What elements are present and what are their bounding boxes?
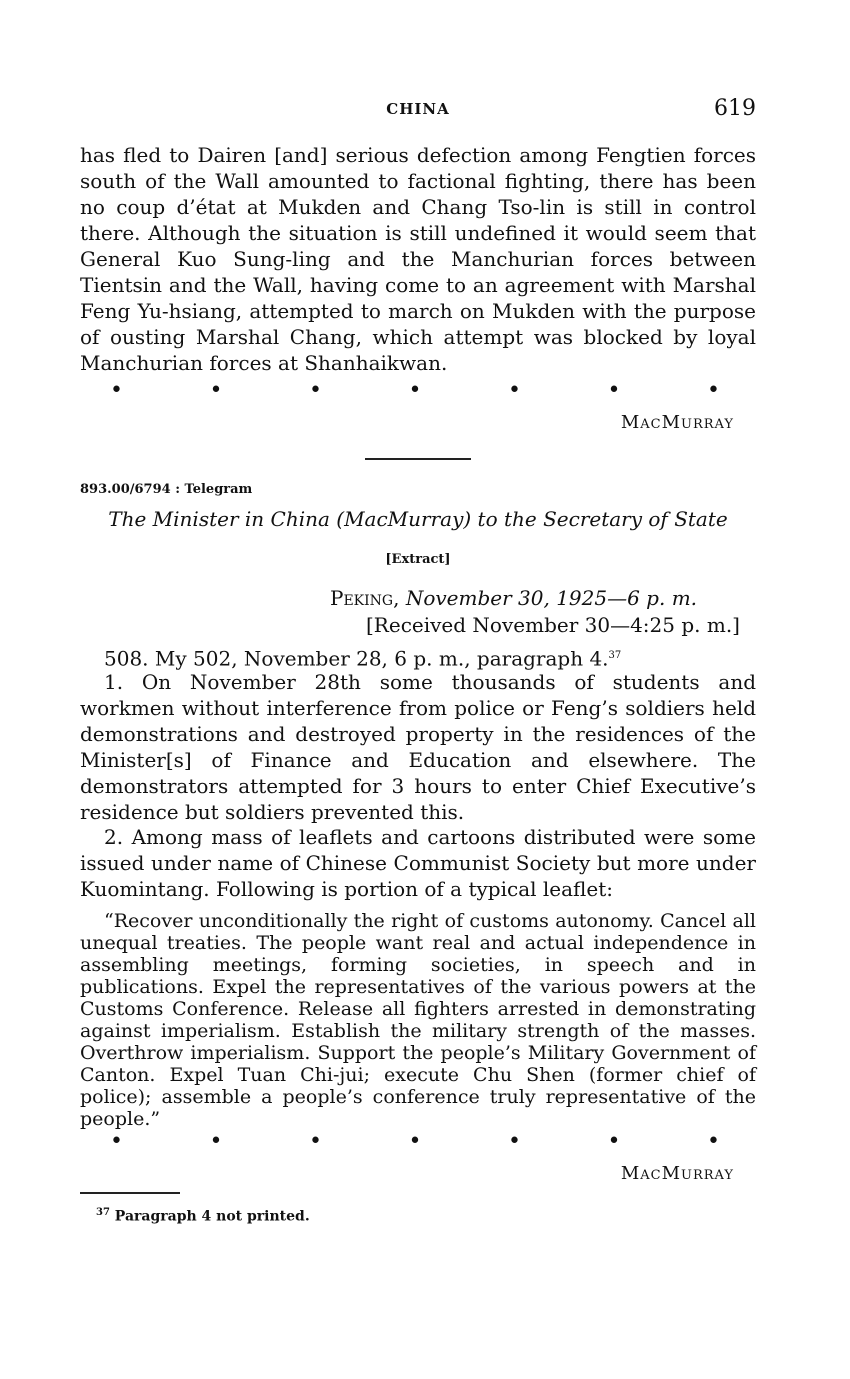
received-line: [Received November 30—4:25 p. m.] xyxy=(366,613,740,637)
footnote xyxy=(96,1207,310,1225)
footnote-number: 37 xyxy=(96,1207,110,1218)
footnote-text: Paragraph 4 not printed. xyxy=(114,1208,310,1225)
paragraph-2: 2. Among mass of leaflets and cartoons distributed were some issued under name of Chinese Communist Society but more under Kuomintang. Following is portion of a typical leaflet: xyxy=(80,825,756,901)
running-title: CHINA xyxy=(386,100,450,118)
paragraph-508-text: 508. My 502, November 28, 6 p. m., paragraph 4. xyxy=(104,646,609,671)
paragraph-1: 1. On November 28th some thousands of students and workmen without interference from police or Feng’s soldiers held demonstrations and destroyed property in the residences of the Minister[s] of Finance and Education and elsewhere. The demonstrators attempted for 3 hours to enter Chief Executive’s residence but soldiers prevented this. xyxy=(80,670,756,824)
dateline-date: November 30, 1925—6 p. m. xyxy=(405,586,698,610)
dateline xyxy=(330,586,697,610)
footnote-ref[interactable]: 37 xyxy=(608,650,622,661)
signature: MacMurray xyxy=(620,412,734,433)
extract-label: [Extract] xyxy=(385,552,451,567)
dateline-place: Peking, xyxy=(330,586,400,610)
running-header xyxy=(80,96,756,124)
file-id: 893.00/6794 : Telegram xyxy=(80,482,253,497)
ellipsis-row: • • • • • • • xyxy=(110,378,720,403)
signature: MacMurray xyxy=(620,1163,734,1184)
ellipsis-row: • • • • • • • xyxy=(110,1129,720,1154)
continued-paragraph: has fled to Dairen [and] serious defection among Fengtien forces south of the Wall amounted to factional fighting, there has been no coup d’état at Mukden and Chang Tso-lin is still in control there. Although the situation is still undefined it would seem that General Kuo Sung-ling and the Manchurian forces between Tientsin and the Wall, having come to an agreement with Marshal Feng Yu-hsiang, attempted to march on Mukden with the purpose of ousting Marshal Chang, which attempt was blocked by loyal Manchurian forces at Shanhaikwan. xyxy=(80,143,756,375)
leaflet-quote: “Recover unconditionally the right of customs autonomy. Cancel all unequal treaties. The people want real and actual independence in assembling meetings, forming societies, in speech and in publications. Expel the representatives of the various powers at the Customs Conference. Release all fighters arrested in demonstrating against imperialism. Establish the military strength of the masses. Overthrow imperialism. Support the people’s Military Government of Canton. Expel Tuan Chi-jui; execute Chu Shen (former chief of police); assemble a people’s conference truly representative of the people.” xyxy=(80,910,756,1130)
document-title: The Minister in China (MacMurray) to the Secretary of State xyxy=(108,507,728,531)
paragraph-508 xyxy=(80,643,756,672)
footnote-divider xyxy=(80,1192,180,1194)
page-number: 619 xyxy=(714,96,756,121)
section-divider xyxy=(365,458,471,460)
